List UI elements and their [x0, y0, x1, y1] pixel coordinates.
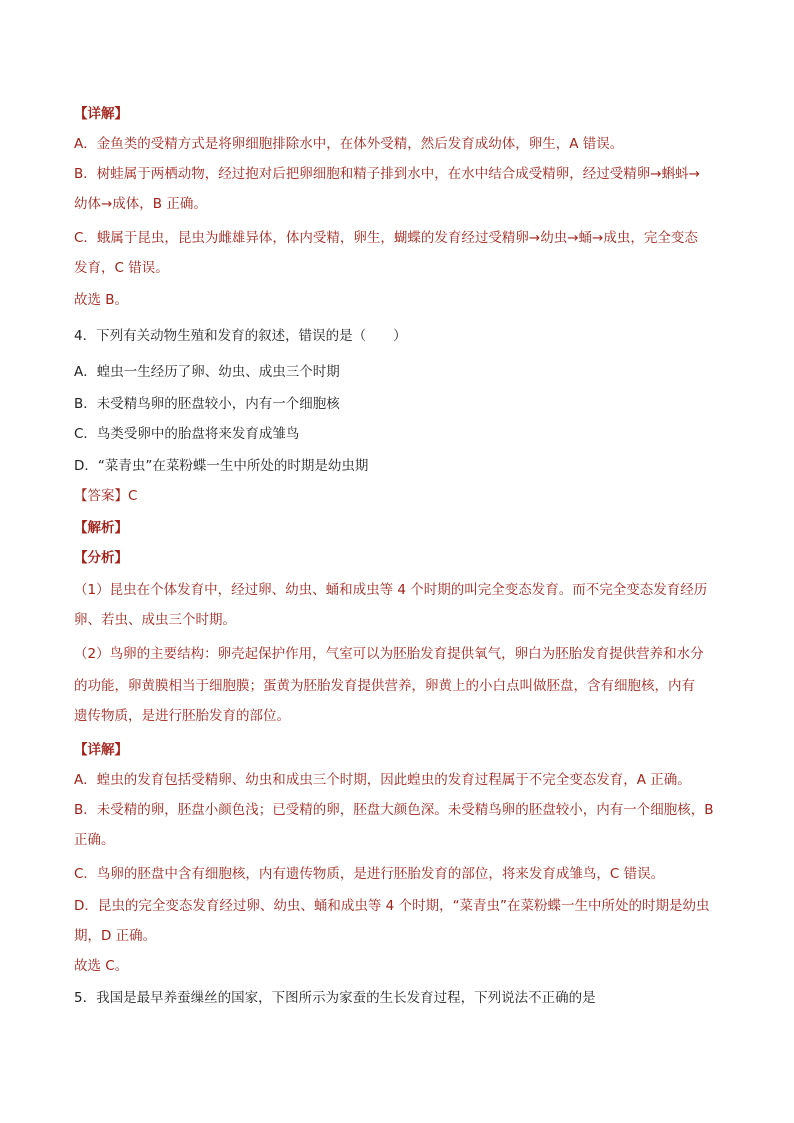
prev-explanation-line: 幼体→成体，B 正确。	[74, 196, 207, 212]
question-4-xiangjie-line: A．蝗虫的发育包括受精卵、幼虫和成虫三个时期，因此蝗虫的发育过程属于不完全变态发育，A 正确。	[74, 772, 691, 788]
question-4-conclusion: 故选 C。	[74, 958, 129, 974]
question-4-xiangjie-line: 期，D 正确。	[74, 928, 157, 944]
question-4-fenxi-line: 遗传物质，是进行胚胎发育的部位。	[74, 708, 290, 724]
question-4-answer: 【答案】C	[74, 488, 138, 504]
prev-explanation-line: B．树蛙属于两栖动物，经过抱对后把卵细胞和精子排到水中，在水中结合成受精卵，经过受精卵→蝌蚪→	[74, 166, 700, 182]
question-5-stem: 5．我国是最早养蚕缫丝的国家，下图所示为家蚕的生长发育过程，下列说法不正确的是	[74, 990, 596, 1006]
question-4-option-c: C．鸟类受卵中的胎盘将来发育成雏鸟	[74, 426, 300, 442]
question-4-xiangjie-line: C．鸟卵的胚盘中含有细胞核，内有遗传物质，是进行胚胎发育的部位，将来发育成雏鸟，C 错误。	[74, 866, 665, 882]
prev-explanation-heading: 【详解】	[74, 106, 128, 122]
question-4-fenxi-heading: 【分析】	[74, 550, 128, 566]
question-4-xiangjie-line: B．未受精的卵，胚盘小颜色浅；已受精的卵，胚盘大颜色深。未受精鸟卵的胚盘较小，内有一个细胞核，B	[74, 802, 714, 818]
prev-explanation-line: 发育，C 错误。	[74, 260, 169, 276]
question-4-option-d: D．“菜青虫”在菜粉蝶一生中所处的时期是幼虫期	[74, 458, 369, 474]
question-4-fenxi-line: 卵、若虫、成虫三个时期。	[74, 612, 236, 628]
question-4-option-b: B．未受精鸟卵的胚盘较小，内有一个细胞核	[74, 396, 340, 412]
question-4-fenxi-line: 的功能，卵黄膜相当于细胞膜；蛋黄为胚胎发育提供营养，卵黄上的小白点叫做胚盘，含有细胞核，内有	[74, 678, 695, 694]
question-4-stem: 4．下列有关动物生殖和发育的叙述，错误的是（ ）	[74, 328, 407, 344]
question-4-analysis-heading: 【解析】	[74, 520, 128, 536]
question-4-fenxi-line: （2）鸟卵的主要结构：卵壳起保护作用，气室可以为胚胎发育提供氧气，卵白为胚胎发育提供营养和水分	[74, 646, 704, 662]
prev-explanation-line: C．蛾属于昆虫，昆虫为雌雄异体，体内受精，卵生，蝴蝶的发育经过受精卵→幼虫→蛹→成虫，完全变态	[74, 230, 698, 246]
prev-explanation-line: A．金鱼类的受精方式是将卵细胞排除水中，在体外受精，然后发育成幼体，卵生，A 错误。	[74, 136, 624, 152]
question-4-xiangjie-line: 正确。	[74, 832, 115, 848]
question-4-option-a: A．蝗虫一生经历了卵、幼虫、成虫三个时期	[74, 364, 340, 380]
question-4-xiangjie-line: D．昆虫的完全变态发育经过卵、幼虫、蛹和成虫等 4 个时期，“菜青虫”在菜粉蝶一生中所处的时期是幼虫	[74, 898, 710, 914]
prev-explanation-conclusion: 故选 B。	[74, 292, 129, 308]
question-4-xiangjie-heading: 【详解】	[74, 742, 128, 758]
question-4-fenxi-line: （1）昆虫在个体发育中，经过卵、幼虫、蛹和成虫等 4 个时期的叫完全变态发育。而不完全变态发育经历	[74, 582, 708, 598]
